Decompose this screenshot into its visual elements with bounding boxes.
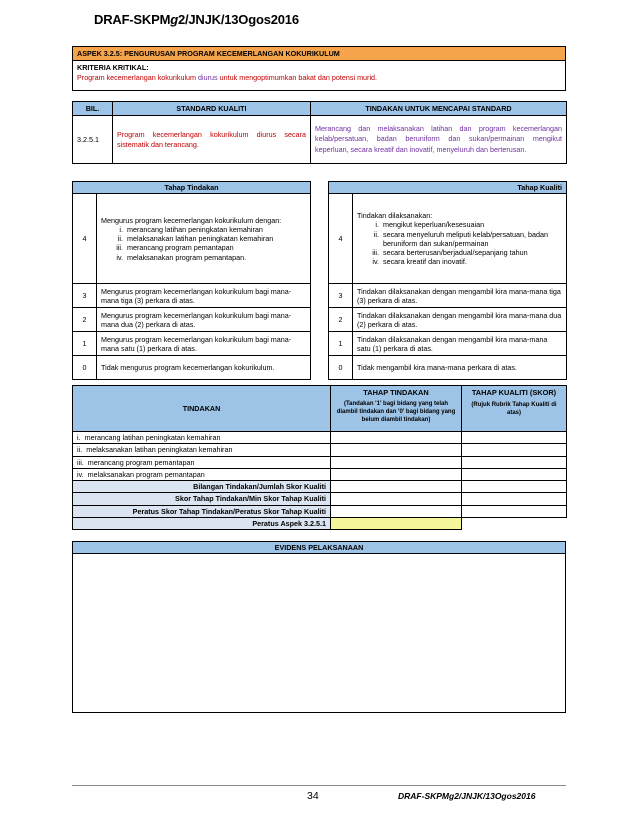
evidens-header: EVIDENS PELAKSANAAN bbox=[73, 542, 566, 554]
list-item: ii. secara menyeluruh meliputi kelab/persatuan, badan beruniform dan sukan/permainan bbox=[381, 230, 562, 249]
list-item: ii. melaksanakan latihan peningkatan kemahiran bbox=[125, 234, 306, 243]
peratus-aspek-cell[interactable] bbox=[331, 518, 462, 530]
kualiti-input-cell[interactable] bbox=[462, 456, 567, 468]
header-tindakan-standard: TINDAKAN UNTUK MENCAPAI STANDARD bbox=[311, 102, 567, 116]
tt-level-4: 4 bbox=[73, 194, 97, 284]
tt-row-4: Mengurus program kecemerlangan kokurikulum dengan: i. merancang latihan peningkatan kemahiran ii. melaksanakan latihan peningkatan kemahiran iii. merancang program pemantapan iv. melaksanakan program pemantapan. bbox=[97, 194, 311, 284]
evidens-box bbox=[72, 541, 566, 713]
table-row: i. merancang latihan peningkatan kemahiran bbox=[73, 432, 567, 444]
kualiti-input-cell[interactable] bbox=[462, 432, 567, 444]
tt-row-3: Mengurus program kecemerlangan kokurikulum bagi mana-mana tiga (3) perkara di atas. bbox=[97, 284, 311, 308]
list-item: i. merancang latihan peningkatan kemahiran bbox=[125, 225, 306, 234]
tk-level-4: 4 bbox=[329, 194, 353, 284]
footer-divider bbox=[72, 785, 566, 786]
aspect-box bbox=[72, 46, 566, 91]
tt-level-2: 2 bbox=[73, 308, 97, 332]
tk-level-2: 2 bbox=[329, 308, 353, 332]
list-item: iii. merancang program pemantapan bbox=[125, 243, 306, 252]
tt-row-4-list bbox=[101, 225, 306, 262]
tindakan-input-cell[interactable] bbox=[331, 432, 462, 444]
table-row: ii. melaksanakan latihan peningkatan kemahiran bbox=[73, 444, 567, 456]
tk-row-3: Tindakan dilaksanakan dengan mengambil kira mana-mana tiga (3) perkara di atas. bbox=[353, 284, 567, 308]
tk-row-1: Tindakan dilaksanakan dengan mengambil kira mana-mana satu (1) perkara di atas. bbox=[353, 332, 567, 356]
tahap-tindakan-header: Tahap Tindakan bbox=[73, 182, 311, 194]
tindakan-input-cell[interactable] bbox=[331, 468, 462, 480]
tahap-kualiti-table bbox=[328, 181, 567, 380]
standard-kualiti-text: Program kecemerlangan kokurikulum diurus secara sistematik dan terancang. bbox=[113, 116, 311, 164]
tk-level-3: 3 bbox=[329, 284, 353, 308]
col-tindakan: TINDAKAN bbox=[73, 386, 331, 432]
standard-bil: 3.2.5.1 bbox=[73, 116, 113, 164]
list-item: iv. secara kreatif dan inovatif. bbox=[381, 257, 562, 266]
col-tahap-kualiti: TAHAP KUALITI (SKOR) (Rujuk Rubrik Tahap Kualiti di atas) bbox=[462, 386, 567, 432]
tt-level-3: 3 bbox=[73, 284, 97, 308]
evidens-content-area[interactable] bbox=[73, 554, 566, 713]
header-standard-kualiti: STANDARD KUALITI bbox=[113, 102, 311, 116]
tk-level-1: 1 bbox=[329, 332, 353, 356]
peratus-kualiti-cell[interactable] bbox=[462, 505, 567, 517]
kualiti-input-cell[interactable] bbox=[462, 444, 567, 456]
summary-bilangan: Bilangan Tindakan/Jumlah Skor Kualiti bbox=[73, 481, 331, 493]
tk-row-4: Tindakan dilaksanakan: i. mengikut keperluan/kesesuaian ii. secara menyeluruh meliputi kelab/persatuan, badan beruniform dan sukan/permainan iii. secara berterusan/berjadual/sepanjang tahun iv. secara kreatif dan inovatif. bbox=[353, 194, 567, 284]
summary-peratus: Peratus Skor Tahap Tindakan/Peratus Skor Tahap Kualiti bbox=[73, 505, 331, 517]
tahap-tindakan-table bbox=[72, 181, 311, 380]
tahap-kualiti-header: Tahap Kualiti bbox=[329, 182, 567, 194]
table-row: iv. melaksanakan program pemantapan bbox=[73, 468, 567, 480]
header-bil: BIL. bbox=[73, 102, 113, 116]
document-code-title: DRAF-SKPMg2/JNJK/13Ogos2016 bbox=[94, 12, 299, 27]
tk-row-4-list bbox=[357, 220, 562, 266]
tindakan-input-cell[interactable] bbox=[331, 456, 462, 468]
tindakan-input-cell[interactable] bbox=[331, 444, 462, 456]
standard-table bbox=[72, 101, 567, 164]
score-table bbox=[72, 385, 567, 530]
list-item: iii. secara berterusan/berjadual/sepanjang tahun bbox=[381, 248, 562, 257]
tt-level-1: 1 bbox=[73, 332, 97, 356]
kriteria-kritikal: KRITERIA KRITIKAL: Program kecemerlangan kokurikulum diurus untuk mengoptimumkan bakat dan potensi murid. bbox=[73, 61, 566, 91]
tt-level-0: 0 bbox=[73, 356, 97, 380]
table-row: iii. merancang program pemantapan bbox=[73, 456, 567, 468]
aspect-title: ASPEK 3.2.5: PENGURUSAN PROGRAM KECEMERLANGAN KOKURIKULUM bbox=[73, 47, 566, 61]
footer-code: DRAF-SKPMg2/JNJK/13Ogos2016 bbox=[398, 791, 536, 801]
list-item: i. mengikut keperluan/kesesuaian bbox=[381, 220, 562, 229]
tk-level-0: 0 bbox=[329, 356, 353, 380]
jumlah-skor-cell[interactable] bbox=[462, 481, 567, 493]
col-tahap-tindakan: TAHAP TINDAKAN (Tandakan '1' bagi bidang yang telah diambil tindakan dan '0' bagi bidang yang belum diambil tindakan) bbox=[331, 386, 462, 432]
tt-row-2: Mengurus program kecemerlangan kokurikulum bagi mana-mana dua (2) perkara di atas. bbox=[97, 308, 311, 332]
tt-row-1: Mengurus program kecemerlangan kokurikulum bagi mana-mana satu (1) perkara di atas. bbox=[97, 332, 311, 356]
skor-tahap-tindakan-cell[interactable] bbox=[331, 493, 462, 505]
peratus-tindakan-cell[interactable] bbox=[331, 505, 462, 517]
kualiti-input-cell[interactable] bbox=[462, 468, 567, 480]
tindakan-standard-text: Merancang dan melaksanakan latihan dan program kecemerlangan kelab/persatuan, badan beruniform dan sukan/permainan mengikut keperluan, secara kreatif dan inovatif, menyeluruh dan berterusan. bbox=[311, 116, 567, 164]
tt-row-0: Tidak mengurus program kecemerlangan kokurikulum. bbox=[97, 356, 311, 380]
page-number: 34 bbox=[307, 790, 319, 802]
bilangan-tindakan-cell[interactable] bbox=[331, 481, 462, 493]
tk-row-2: Tindakan dilaksanakan dengan mengambil kira mana-mana dua (2) perkara di atas. bbox=[353, 308, 567, 332]
tk-row-0: Tidak mengambil kira mana-mana perkara di atas. bbox=[353, 356, 567, 380]
summary-peratus-aspek: Peratus Aspek 3.2.5.1 bbox=[73, 518, 331, 530]
list-item: iv. melaksanakan program pemantapan. bbox=[125, 253, 306, 262]
summary-skor: Skor Tahap Tindakan/Min Skor Tahap Kualiti bbox=[73, 493, 331, 505]
min-skor-cell[interactable] bbox=[462, 493, 567, 505]
